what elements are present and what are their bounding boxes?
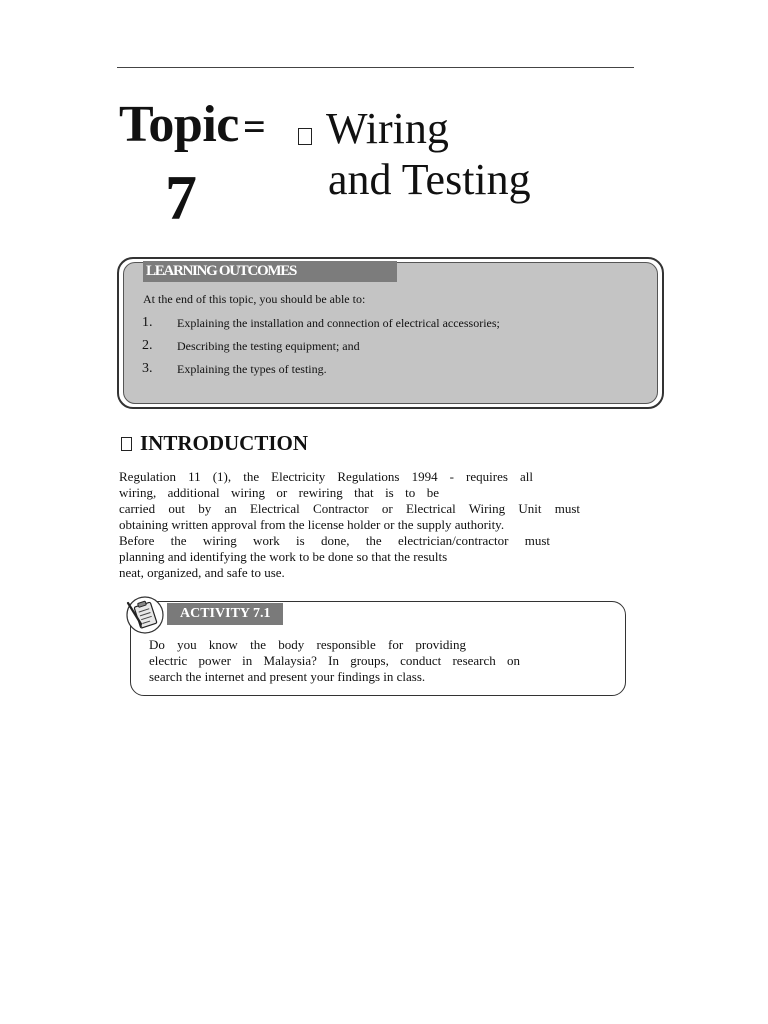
paragraph-line: Before the wiring work is done, the electrician/contractor must	[119, 533, 550, 548]
section-heading: INTRODUCTION	[140, 431, 309, 455]
paragraph-line: neat, organized, and safe to use.	[119, 565, 285, 580]
clipboard-pen-icon	[124, 595, 168, 635]
outcome-text: Explaining the types of testing.	[177, 362, 327, 376]
outcome-number: 2.	[142, 338, 153, 353]
topic-number: 7	[165, 162, 197, 233]
page-title-line2: and Testing	[328, 155, 531, 204]
outcome-text: Describing the testing equipment; and	[177, 339, 360, 353]
topic-label: Topic	[119, 96, 239, 153]
activity-line: electric power in Malaysia? In groups, conduct research on	[149, 653, 520, 668]
activity-line: search the internet and present your findings in class.	[149, 669, 426, 684]
paragraph-line: obtaining written approval from the license holder or the supply authority.	[119, 517, 505, 532]
paragraph-line: carried out by an Electrical Contractor or Electrical Wiring Unit must	[119, 501, 580, 516]
page-title-line1: Wiring	[326, 104, 449, 153]
topic-separator: =	[243, 104, 266, 149]
learning-outcomes-panel	[123, 262, 658, 404]
paragraph-line: Regulation 11 (1), the Electricity Regulations 1994 - requires all	[119, 469, 533, 484]
activity-line: Do you know the body responsible for providing	[149, 637, 466, 652]
section-bullet-icon	[121, 437, 132, 451]
outcome-text: Explaining the installation and connection of electrical accessories;	[177, 316, 500, 330]
paragraph-line: wiring, additional wiring or rewiring that is to be	[119, 485, 439, 500]
activity-heading: ACTIVITY 7.1	[167, 603, 283, 625]
learning-outcomes-heading: LEARNING OUTCOMES	[143, 261, 397, 282]
top-rule	[117, 67, 634, 68]
outcome-number: 3.	[142, 361, 153, 376]
paragraph-line: planning and identifying the work to be done so that the results	[119, 549, 448, 564]
title-bullet-icon	[298, 128, 312, 145]
learning-outcomes-intro: At the end of this topic, you should be able to:	[143, 292, 366, 306]
outcome-number: 1.	[142, 315, 153, 330]
